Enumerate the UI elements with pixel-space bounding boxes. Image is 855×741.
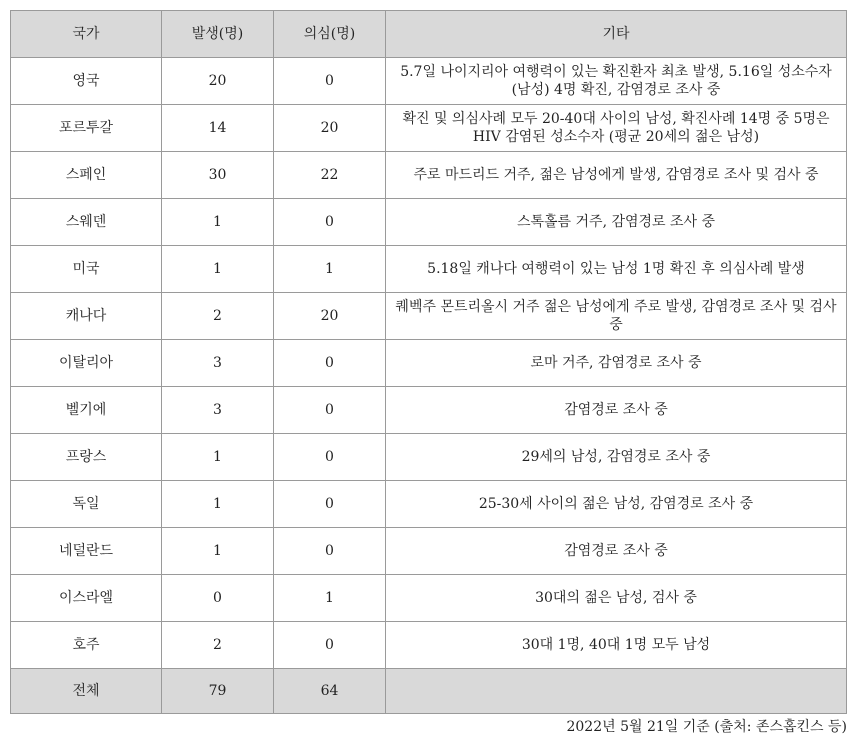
- cell-note: 30대의 젊은 남성, 검사 중: [386, 575, 847, 622]
- header-country: 국가: [11, 11, 162, 58]
- cell-country: 독일: [11, 481, 162, 528]
- cell-country: 미국: [11, 246, 162, 293]
- cell-cases: 1: [162, 434, 274, 481]
- cell-cases: 2: [162, 293, 274, 340]
- cell-cases: 30: [162, 152, 274, 199]
- table-row: [11, 199, 847, 246]
- cell-note: 30대 1명, 40대 1명 모두 남성: [386, 622, 847, 669]
- table-row: [11, 246, 847, 293]
- cell-suspected: 0: [274, 481, 386, 528]
- table-row: [11, 387, 847, 434]
- cell-country: 캐나다: [11, 293, 162, 340]
- cell-suspected: 0: [274, 528, 386, 575]
- cell-suspected: 1: [274, 575, 386, 622]
- cell-cases: 3: [162, 387, 274, 434]
- cell-country: 스웨덴: [11, 199, 162, 246]
- cell-cases: 1: [162, 528, 274, 575]
- cell-country: 포르투갈: [11, 105, 162, 152]
- cell-note: 퀘벡주 몬트리올시 거주 젊은 남성에게 주로 발생, 감염경로 조사 및 검사 중: [386, 293, 847, 340]
- table-row: [11, 340, 847, 387]
- outbreak-table: [10, 10, 847, 714]
- cell-suspected: 0: [274, 340, 386, 387]
- table-row: [11, 58, 847, 105]
- total-suspected: 64: [274, 669, 386, 714]
- cell-cases: 1: [162, 246, 274, 293]
- cell-country: 프랑스: [11, 434, 162, 481]
- table-row: [11, 622, 847, 669]
- cell-cases: 2: [162, 622, 274, 669]
- table-body: [11, 58, 847, 669]
- table-row: [11, 575, 847, 622]
- cell-note: 확진 및 의심사례 모두 20-40대 사이의 남성, 확진사례 14명 중 5명은 HIV 감염된 성소수자 (평균 20세의 젊은 남성): [386, 105, 847, 152]
- cell-note: 감염경로 조사 중: [386, 528, 847, 575]
- header-suspected: 의심(명): [274, 11, 386, 58]
- header-cases: 발생(명): [162, 11, 274, 58]
- total-cases: 79: [162, 669, 274, 714]
- cell-suspected: 0: [274, 199, 386, 246]
- cell-country: 벨기에: [11, 387, 162, 434]
- cell-cases: 1: [162, 199, 274, 246]
- cell-suspected: 22: [274, 152, 386, 199]
- header-note: 기타: [386, 11, 847, 58]
- cell-cases: 14: [162, 105, 274, 152]
- cell-cases: 1: [162, 481, 274, 528]
- cell-note: 5.18일 캐나다 여행력이 있는 남성 1명 확진 후 의심사례 발생: [386, 246, 847, 293]
- cell-suspected: 0: [274, 58, 386, 105]
- source-note: 2022년 5월 21일 기준 (출처: 존스홉킨스 등): [566, 719, 847, 735]
- cell-suspected: 20: [274, 105, 386, 152]
- table-row: [11, 528, 847, 575]
- cell-country: 네덜란드: [11, 528, 162, 575]
- cell-note: 25-30세 사이의 젊은 남성, 감염경로 조사 중: [386, 481, 847, 528]
- table-row: [11, 152, 847, 199]
- table-row: [11, 293, 847, 340]
- cell-note: 주로 마드리드 거주, 젊은 남성에게 발생, 감염경로 조사 및 검사 중: [386, 152, 847, 199]
- cell-cases: 0: [162, 575, 274, 622]
- table-row: [11, 481, 847, 528]
- cell-cases: 3: [162, 340, 274, 387]
- cell-note: 스톡홀름 거주, 감염경로 조사 중: [386, 199, 847, 246]
- cell-country: 영국: [11, 58, 162, 105]
- table-row: [11, 434, 847, 481]
- cell-suspected: 1: [274, 246, 386, 293]
- cell-suspected: 0: [274, 387, 386, 434]
- total-note: [386, 669, 847, 714]
- table-row: [11, 105, 847, 152]
- cell-note: 감염경로 조사 중: [386, 387, 847, 434]
- header-row: [11, 11, 847, 58]
- cell-note: 5.7일 나이지리아 여행력이 있는 확진환자 최초 발생, 5.16일 성소수자(남성) 4명 확진, 감염경로 조사 중: [386, 58, 847, 105]
- cell-note: 29세의 남성, 감염경로 조사 중: [386, 434, 847, 481]
- cell-country: 스페인: [11, 152, 162, 199]
- cell-country: 호주: [11, 622, 162, 669]
- total-row: [11, 669, 847, 714]
- cell-suspected: 0: [274, 434, 386, 481]
- total-label: 전체: [11, 669, 162, 714]
- cell-note: 로마 거주, 감염경로 조사 중: [386, 340, 847, 387]
- cell-country: 이스라엘: [11, 575, 162, 622]
- cell-country: 이탈리아: [11, 340, 162, 387]
- cell-suspected: 0: [274, 622, 386, 669]
- cell-cases: 20: [162, 58, 274, 105]
- cell-suspected: 20: [274, 293, 386, 340]
